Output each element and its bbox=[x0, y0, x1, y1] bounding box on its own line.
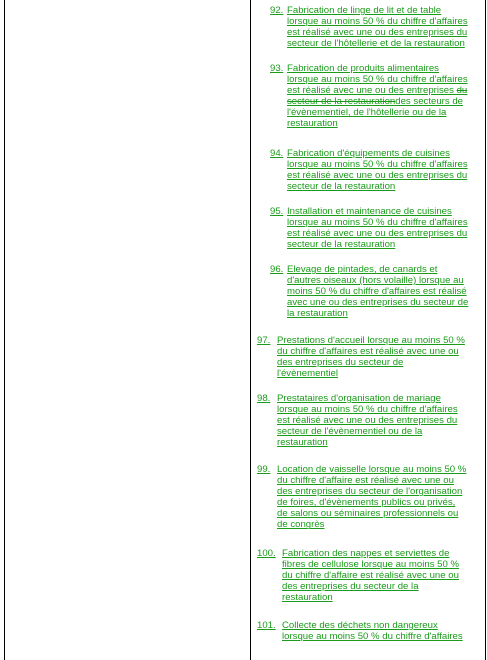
item-line: fibres de cellulose lorsque au moins 50 % bbox=[282, 559, 460, 571]
item-line: avec une ou des entreprises du secteur de bbox=[287, 297, 469, 309]
item-number: 98. bbox=[257, 393, 271, 404]
item-line: lorsque au moins 50 % du chiffre d'affaires bbox=[287, 74, 468, 86]
item-line: du chiffre d'affaire est réalisé avec une ou bbox=[282, 570, 459, 582]
item-number: 96. bbox=[270, 264, 284, 275]
right-list-cell bbox=[251, 0, 485, 660]
item-line: de congrès bbox=[277, 519, 325, 531]
item-line: lorsque au moins 50 % du chiffre d'affaires bbox=[287, 217, 468, 229]
item-line: lorsque au moins 50 % du chiffre d'affaires bbox=[287, 16, 468, 28]
item-line: de foires, d'évènements publics ou privés, bbox=[277, 497, 456, 509]
item-line: la restauration bbox=[287, 308, 348, 320]
item-line: secteur de l'évènementiel ou de la bbox=[277, 426, 423, 438]
item-line: lorsque au moins 50 % du chiffre d'affaires bbox=[282, 631, 463, 643]
item-line: Location de vaisselle lorsque au moins 50 % bbox=[277, 464, 467, 475]
item-line: d'autres oiseaux (hors volaille) lorsque au bbox=[287, 275, 464, 287]
item-line: Fabrication de produits alimentaires bbox=[287, 63, 439, 74]
left-empty-cell bbox=[5, 0, 250, 660]
struck-text: du bbox=[456, 85, 468, 97]
item-line: du chiffre d'affaire est réalisé avec une ou bbox=[277, 475, 454, 487]
item-line: Prestataires d'organisation de mariage bbox=[277, 393, 441, 404]
item-line-text: est réalisé avec une ou des entreprises bbox=[287, 85, 457, 97]
item-line: des entreprises du secteur de bbox=[277, 357, 404, 369]
item-line-text: des secteurs de bbox=[395, 96, 463, 108]
item-line: restauration bbox=[277, 437, 328, 449]
item-line: Fabrication des nappes et serviettes de bbox=[282, 548, 450, 559]
item-line: est réalisé avec une ou des entreprises du bbox=[277, 415, 458, 427]
item-line: secteur de la restauration bbox=[287, 239, 396, 251]
item-line: Fabrication de linge de lit et de table bbox=[287, 5, 442, 16]
item-number: 100. bbox=[257, 548, 276, 559]
struck-text: secteur de la restauration bbox=[287, 96, 396, 108]
item-number: 94. bbox=[270, 148, 284, 159]
item-line: est réalisé avec une ou des entreprises du bbox=[287, 27, 468, 39]
item-line: secteur de la restauration bbox=[287, 181, 396, 193]
item-line: Collecte des déchets non dangereux bbox=[282, 620, 438, 631]
item-number: 95. bbox=[270, 206, 284, 217]
item-line: restauration bbox=[282, 592, 333, 604]
item-line: moins 50 % du chiffre d'affaires est réalisé bbox=[287, 286, 467, 298]
item-line: est réalisé avec une ou des entreprises du bbox=[287, 228, 468, 240]
item-number: 97. bbox=[257, 335, 271, 346]
item-line: des entreprises du secteur de la bbox=[282, 581, 419, 593]
item-line: secteur de l'hôtellerie et de la restauration bbox=[287, 38, 465, 50]
item-number: 99. bbox=[257, 464, 271, 475]
table-frame bbox=[4, 0, 486, 660]
item-line: lorsque au moins 50 % du chiffre d'affaires bbox=[287, 159, 468, 171]
item-number: 101. bbox=[257, 620, 276, 631]
item-line bbox=[287, 85, 468, 96]
item-line bbox=[287, 96, 468, 107]
item-number: 93. bbox=[270, 63, 284, 74]
item-line: Prestations d'accueil lorsque au moins 50 % bbox=[277, 335, 465, 346]
item-line: est réalisé avec une ou des entreprises du bbox=[287, 170, 468, 182]
item-line: Elevage de pintades, de canards et bbox=[287, 264, 438, 275]
item-line: restauration bbox=[287, 118, 338, 130]
item-line: de salons ou séminaires professionnels ou bbox=[277, 508, 459, 520]
item-number: 92. bbox=[270, 5, 284, 16]
item-line: Installation et maintenance de cuisines bbox=[287, 206, 452, 217]
item-line: l'évènementiel bbox=[277, 368, 339, 380]
item-line: lorsque au moins 50 % du chiffre d'affaires bbox=[277, 404, 458, 416]
item-line: l'évènementiel, de l'hôtellerie ou de la bbox=[287, 107, 447, 119]
item-line: des entreprises du secteur de l'organisation bbox=[277, 486, 463, 498]
item-line: Fabrication d'équipements de cuisines bbox=[287, 148, 450, 159]
item-line: du chiffre d'affaires est réalisé avec une ou bbox=[277, 346, 459, 358]
